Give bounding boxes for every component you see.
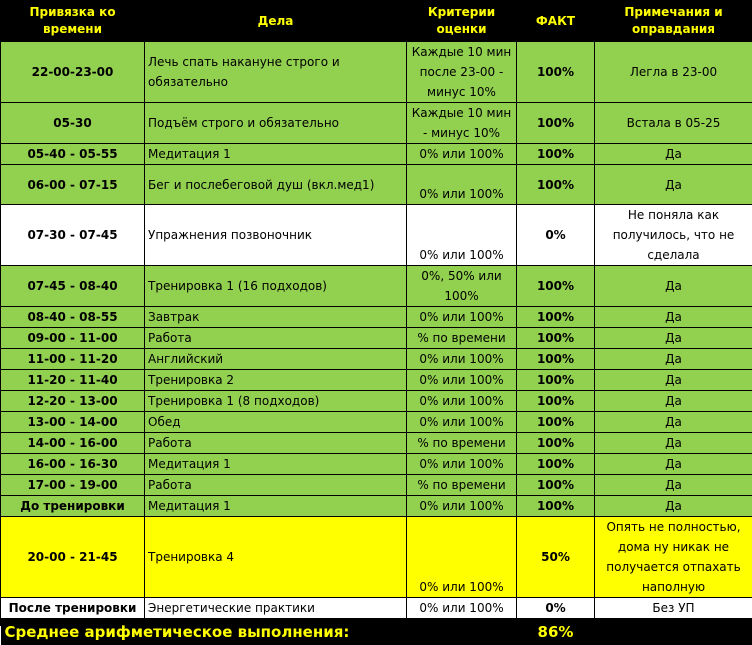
cell-note[interactable]: Да <box>595 454 752 475</box>
cell-task[interactable]: Медитация 1 <box>145 454 407 475</box>
table-row <box>1 496 752 517</box>
table-row <box>1 266 752 307</box>
cell-task[interactable]: Медитация 1 <box>145 144 407 165</box>
cell-time[interactable]: 16-00 - 16-30 <box>1 454 145 475</box>
cell-criteria[interactable]: Каждые 10 мин - минус 10% <box>407 103 517 144</box>
cell-time[interactable]: 14-00 - 16-00 <box>1 433 145 454</box>
header-time[interactable]: Привязка ко времени <box>1 1 145 42</box>
cell-task[interactable]: Работа <box>145 433 407 454</box>
table-row <box>1 391 752 412</box>
cell-task[interactable]: Завтрак <box>145 307 407 328</box>
table-row <box>1 517 752 598</box>
cell-fact[interactable]: 100% <box>517 496 595 517</box>
cell-criteria[interactable]: % по времени <box>407 328 517 349</box>
cell-note[interactable]: Да <box>595 144 752 165</box>
cell-criteria[interactable]: 0% или 100% <box>407 454 517 475</box>
cell-time[interactable]: 07-30 - 07-45 <box>1 205 145 266</box>
cell-task[interactable]: Работа <box>145 475 407 496</box>
footer-row <box>1 619 752 645</box>
cell-note[interactable]: Опять не полностью, дома ну никак не получается отпахать наполную <box>595 517 752 598</box>
cell-time[interactable]: 05-30 <box>1 103 145 144</box>
cell-time[interactable]: 17-00 - 19-00 <box>1 475 145 496</box>
cell-criteria[interactable]: % по времени <box>407 475 517 496</box>
table-row <box>1 475 752 496</box>
cell-task[interactable]: Работа <box>145 328 407 349</box>
cell-time[interactable]: 11-20 - 11-40 <box>1 370 145 391</box>
cell-fact[interactable]: 100% <box>517 144 595 165</box>
table-row <box>1 598 752 619</box>
cell-fact[interactable]: 0% <box>517 205 595 266</box>
cell-task[interactable]: Английский <box>145 349 407 370</box>
table-row <box>1 349 752 370</box>
table-row <box>1 412 752 433</box>
table-row <box>1 370 752 391</box>
table-row <box>1 307 752 328</box>
cell-task[interactable]: Тренировка 1 (8 подходов) <box>145 391 407 412</box>
cell-task[interactable]: Тренировка 4 <box>145 517 407 598</box>
cell-time[interactable]: 07-45 - 08-40 <box>1 266 145 307</box>
cell-fact[interactable]: 100% <box>517 475 595 496</box>
cell-task[interactable]: Упражнения позвоночник <box>145 205 407 266</box>
cell-note[interactable]: Да <box>595 412 752 433</box>
cell-fact[interactable]: 100% <box>517 370 595 391</box>
cell-fact[interactable]: 100% <box>517 328 595 349</box>
cell-note[interactable]: Да <box>595 433 752 454</box>
cell-criteria[interactable]: 0% или 100% <box>407 391 517 412</box>
cell-time[interactable]: 22-00-23-00 <box>1 42 145 103</box>
cell-time[interactable]: 12-20 - 13-00 <box>1 391 145 412</box>
cell-criteria[interactable]: Каждые 10 мин после 23-00 - минус 10% <box>407 42 517 103</box>
cell-fact[interactable]: 50% <box>517 517 595 598</box>
cell-note[interactable]: Да <box>595 328 752 349</box>
table-row <box>1 328 752 349</box>
cell-time[interactable]: 06-00 - 07-15 <box>1 165 145 205</box>
cell-note[interactable]: Да <box>595 391 752 412</box>
cell-task[interactable]: Тренировка 2 <box>145 370 407 391</box>
cell-fact[interactable]: 100% <box>517 349 595 370</box>
cell-task[interactable]: Подъём строго и обязательно <box>145 103 407 144</box>
cell-fact[interactable]: 100% <box>517 165 595 205</box>
cell-note[interactable]: Да <box>595 165 752 205</box>
header-row <box>1 1 752 42</box>
cell-fact[interactable]: 0% <box>517 598 595 619</box>
cell-time[interactable]: 20-00 - 21-45 <box>1 517 145 598</box>
table-row <box>1 165 752 205</box>
header-task[interactable]: Дела <box>145 1 407 42</box>
cell-criteria[interactable]: 0% или 100% <box>407 307 517 328</box>
table-row <box>1 433 752 454</box>
cell-fact[interactable]: 100% <box>517 266 595 307</box>
cell-note[interactable]: Да <box>595 266 752 307</box>
cell-task[interactable]: Бег и послебеговой душ (вкл.мед1) <box>145 165 407 205</box>
cell-criteria[interactable]: 0% или 100% <box>407 349 517 370</box>
cell-time[interactable]: После тренировки <box>1 598 145 619</box>
table-body <box>1 42 752 619</box>
cell-criteria[interactable]: 0% или 100% <box>407 496 517 517</box>
cell-task[interactable]: Лечь спать накануне строго и обязательно <box>145 42 407 103</box>
cell-fact[interactable]: 100% <box>517 391 595 412</box>
table-row <box>1 454 752 475</box>
cell-criteria[interactable]: 0% или 100% <box>407 598 517 619</box>
cell-fact[interactable]: 100% <box>517 412 595 433</box>
cell-fact[interactable]: 100% <box>517 454 595 475</box>
cell-note[interactable]: Встала в 05-25 <box>595 103 752 144</box>
cell-note[interactable]: Легла в 23-00 <box>595 42 752 103</box>
cell-criteria[interactable]: % по времени <box>407 433 517 454</box>
cell-time[interactable]: 13-00 - 14-00 <box>1 412 145 433</box>
cell-time[interactable]: 05-40 - 05-55 <box>1 144 145 165</box>
cell-time[interactable]: До тренировки <box>1 496 145 517</box>
cell-fact[interactable]: 100% <box>517 103 595 144</box>
cell-note[interactable]: Да <box>595 370 752 391</box>
cell-fact[interactable]: 100% <box>517 307 595 328</box>
footer-empty-cell <box>595 619 752 645</box>
cell-criteria[interactable]: 0% или 100% <box>407 517 517 598</box>
cell-time[interactable]: 09-00 - 11-00 <box>1 328 145 349</box>
table-row <box>1 205 752 266</box>
cell-criteria[interactable]: 0% или 100% <box>407 144 517 165</box>
cell-task[interactable]: Обед <box>145 412 407 433</box>
header-fact[interactable]: ФАКТ <box>517 1 595 42</box>
cell-fact[interactable]: 100% <box>517 433 595 454</box>
cell-criteria[interactable]: 0% или 100% <box>407 165 517 205</box>
table-row <box>1 42 752 103</box>
cell-note[interactable]: Да <box>595 496 752 517</box>
cell-note[interactable]: Без УП <box>595 598 752 619</box>
cell-criteria[interactable]: 0% или 100% <box>407 205 517 266</box>
cell-note[interactable]: Не поняла как получилось, что не сделала <box>595 205 752 266</box>
cell-fact[interactable]: 100% <box>517 42 595 103</box>
header-notes[interactable]: Примечания и оправдания <box>595 1 752 42</box>
cell-criteria[interactable]: 0% или 100% <box>407 370 517 391</box>
table-row <box>1 144 752 165</box>
average-value: 86% <box>517 619 595 645</box>
cell-note[interactable]: Да <box>595 475 752 496</box>
average-label: Среднее арифметическое выполнения: <box>1 619 517 645</box>
table-row <box>1 103 752 144</box>
cell-task[interactable]: Тренировка 1 (16 подходов) <box>145 266 407 307</box>
cell-note[interactable]: Да <box>595 307 752 328</box>
cell-criteria[interactable]: 0%, 50% или 100% <box>407 266 517 307</box>
cell-note[interactable]: Да <box>595 349 752 370</box>
cell-time[interactable]: 08-40 - 08-55 <box>1 307 145 328</box>
cell-task[interactable]: Медитация 1 <box>145 496 407 517</box>
header-criteria[interactable]: Критерии оценки <box>407 1 517 42</box>
cell-time[interactable]: 11-00 - 11-20 <box>1 349 145 370</box>
cell-task[interactable]: Энергетические практики <box>145 598 407 619</box>
cell-criteria[interactable]: 0% или 100% <box>407 412 517 433</box>
